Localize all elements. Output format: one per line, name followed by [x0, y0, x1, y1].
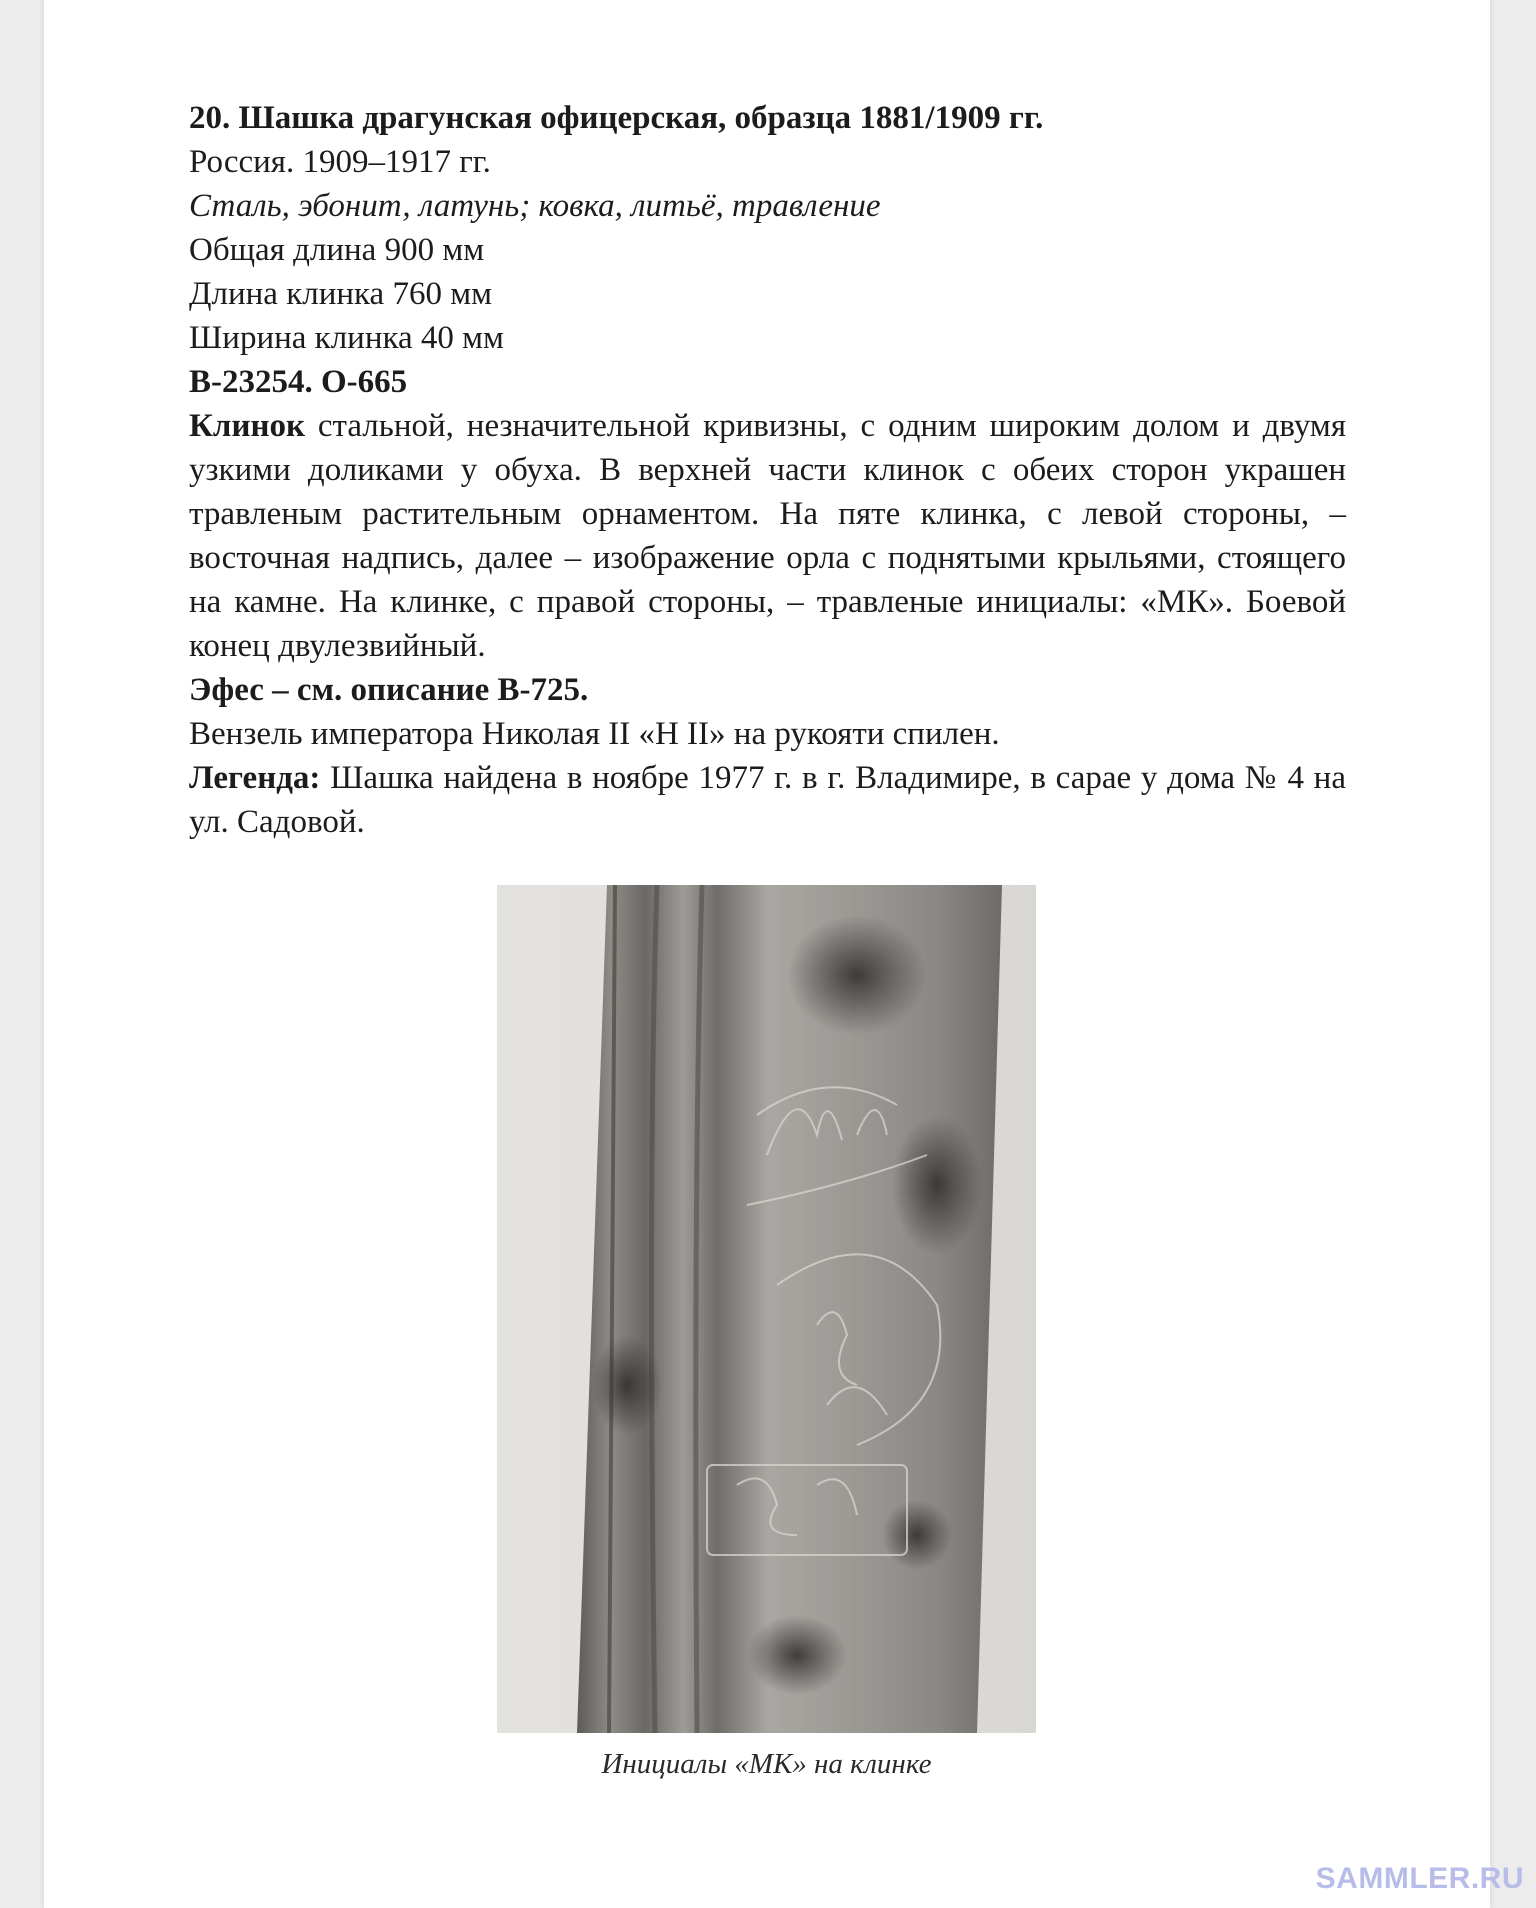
entry-origin: Россия. 1909–1917 гг. [189, 144, 491, 180]
photo-caption: Инициалы «МК» на клинке [601, 1748, 932, 1780]
blade-width: Ширина клинка 40 мм [189, 320, 504, 356]
monogram-note: Вензель императора Николая II «Н II» на рукояти спилен. [189, 716, 1000, 752]
blade-label: Клинок [189, 408, 305, 444]
inventory-number: В-23254. О-665 [189, 364, 408, 400]
legend-label: Легенда: [189, 760, 321, 796]
blade-length: Длина клинка 760 мм [189, 276, 492, 312]
entry-title: 20. Шашка драгунская офицерская, образца 1881/1909 гг. [189, 100, 1044, 136]
hilt-reference: Эфес – см. описание В-725. [189, 672, 589, 708]
site-watermark: SAMMLER.RU [1315, 1862, 1524, 1895]
document-page [44, 0, 1490, 1908]
legend-description [189, 756, 1346, 844]
catalog-entry [189, 96, 1346, 844]
entry-materials: Сталь, эбонит, латунь; ковка, литьё, травление [189, 188, 881, 224]
blade-text: стальной, незначительной кривизны, с одним широким долом и двумя узкими доликами у обуха. В верхней части клинок с обеих сторон украшен травленым растительным орнаментом. На пяте клинка, с левой стороны, – восточная надпись, далее – изображение орла с поднятыми крыльями, стоящего на камне. На клинке, с правой стороны, – травленые инициалы: «МК». Боевой конец двулезвийный. [189, 408, 1346, 664]
blade-photo [497, 885, 1036, 1733]
total-length: Общая длина 900 мм [189, 232, 485, 268]
blade-description [189, 404, 1346, 668]
legend-text: Шашка найдена в ноябре 1977 г. в г. Владимире, в сарае у дома № 4 на ул. Садовой. [189, 760, 1346, 840]
